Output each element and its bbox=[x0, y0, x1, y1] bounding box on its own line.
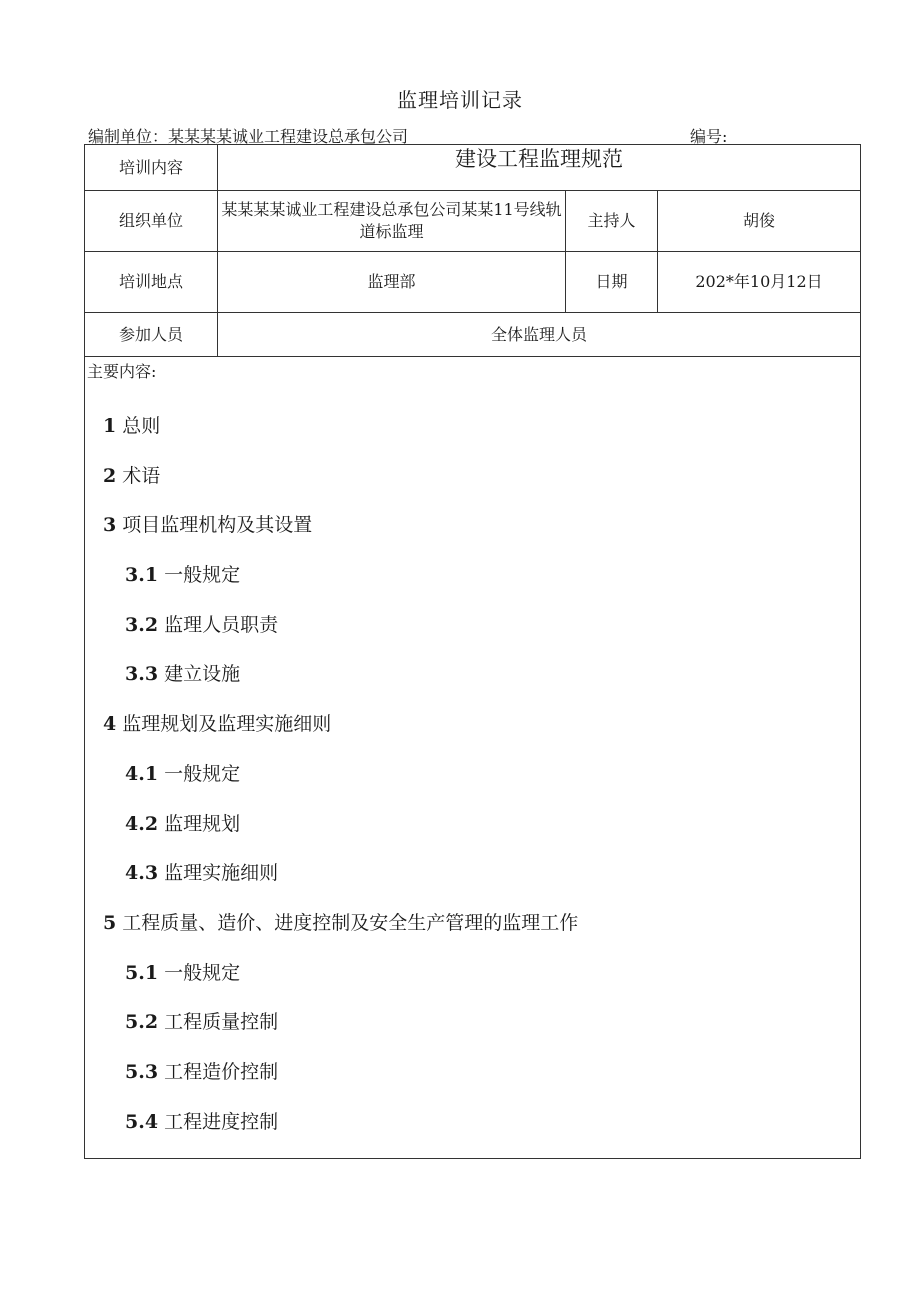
content-row bbox=[85, 357, 861, 1159]
outline-item bbox=[85, 612, 860, 662]
outline-item-number: 4.2 bbox=[125, 812, 159, 835]
outline-item-text: 监理规划及监理实施细则 bbox=[122, 713, 332, 736]
location-value: 监理部 bbox=[218, 252, 566, 313]
number-label: 编号: bbox=[690, 127, 728, 146]
topic-value: 建设工程监理规范 bbox=[218, 145, 861, 191]
outline-item-number: 4.3 bbox=[125, 862, 159, 885]
outline-item-number: 5.1 bbox=[125, 961, 159, 984]
outline-item-text: 建立设施 bbox=[164, 663, 241, 686]
outline-item-number: 3.1 bbox=[125, 564, 159, 587]
org-value: 某某某某诚业工程建设总承包公司 bbox=[168, 127, 409, 146]
outline-item bbox=[85, 661, 860, 711]
document-title: 监理培训记录 bbox=[397, 88, 523, 112]
location-label: 培训地点 bbox=[85, 252, 218, 313]
outline-item-text: 一般规定 bbox=[164, 762, 241, 785]
host-value: 胡俊 bbox=[658, 191, 861, 252]
date-label: 日期 bbox=[566, 252, 658, 313]
participants-value: 全体监理人员 bbox=[218, 313, 861, 357]
outline-item bbox=[85, 811, 860, 861]
content-label: 主要内容: bbox=[87, 362, 157, 381]
outline-item-text: 术语 bbox=[122, 464, 161, 487]
topic-label: 培训内容 bbox=[85, 145, 218, 191]
outline-item-text: 工程造价控制 bbox=[164, 1060, 279, 1083]
outline-item bbox=[85, 711, 860, 761]
meta-line bbox=[88, 124, 858, 146]
location-row bbox=[85, 252, 861, 313]
organizer-row bbox=[85, 191, 861, 252]
org-label: 编制单位： bbox=[88, 127, 169, 146]
training-record-table bbox=[84, 144, 861, 1159]
outline-item-text: 一般规定 bbox=[164, 961, 241, 984]
outline-item bbox=[85, 960, 860, 1010]
outline-item-number: 1 bbox=[103, 415, 117, 437]
outline-item bbox=[85, 463, 860, 513]
outline-item bbox=[85, 562, 860, 612]
outline-item bbox=[85, 1059, 860, 1109]
outline-item-number: 5.4 bbox=[125, 1110, 159, 1133]
outline-item-text: 工程质量、造价、进度控制及安全生产管理的监理工作 bbox=[122, 911, 579, 934]
outline-item-text: 项目监理机构及其设置 bbox=[122, 514, 313, 537]
content-cell bbox=[85, 357, 861, 1159]
date-value: 202*年10月12日 bbox=[658, 252, 861, 313]
topic-row bbox=[85, 145, 861, 191]
outline-item-number: 4 bbox=[103, 713, 117, 736]
outline-item-number: 3.3 bbox=[125, 663, 159, 686]
outline-item bbox=[85, 1009, 860, 1059]
outline-item-text: 工程质量控制 bbox=[164, 1011, 279, 1034]
outline-item-number: 4.1 bbox=[125, 762, 159, 785]
outline-item bbox=[85, 761, 860, 811]
outline-item-text: 工程进度控制 bbox=[164, 1110, 279, 1133]
content-outline bbox=[85, 413, 860, 1158]
organizer-value: 某某某某诚业工程建设总承包公司某某11号线轨道标监理 bbox=[218, 191, 566, 252]
outline-item-number: 3.2 bbox=[125, 613, 159, 636]
outline-item-number: 5.3 bbox=[125, 1060, 159, 1083]
outline-item-number: 5.2 bbox=[125, 1011, 159, 1034]
outline-item-number: 3 bbox=[103, 514, 117, 537]
outline-item-text: 监理规划 bbox=[164, 812, 241, 835]
outline-item bbox=[85, 860, 860, 910]
host-label: 主持人 bbox=[566, 191, 658, 252]
outline-item bbox=[85, 413, 860, 463]
outline-item-text: 一般规定 bbox=[164, 564, 241, 587]
outline-item-text: 监理实施细则 bbox=[164, 862, 279, 885]
outline-item-text: 监理人员职责 bbox=[164, 613, 279, 636]
organizer-label: 组织单位 bbox=[85, 191, 218, 252]
outline-item bbox=[85, 910, 860, 960]
outline-item-number: 2 bbox=[103, 464, 117, 487]
outline-item bbox=[85, 512, 860, 562]
participants-row bbox=[85, 313, 861, 357]
outline-item bbox=[85, 1109, 860, 1159]
outline-item-number: 5 bbox=[103, 911, 117, 934]
outline-item-text: 总则 bbox=[122, 415, 161, 437]
participants-label: 参加人员 bbox=[85, 313, 218, 357]
